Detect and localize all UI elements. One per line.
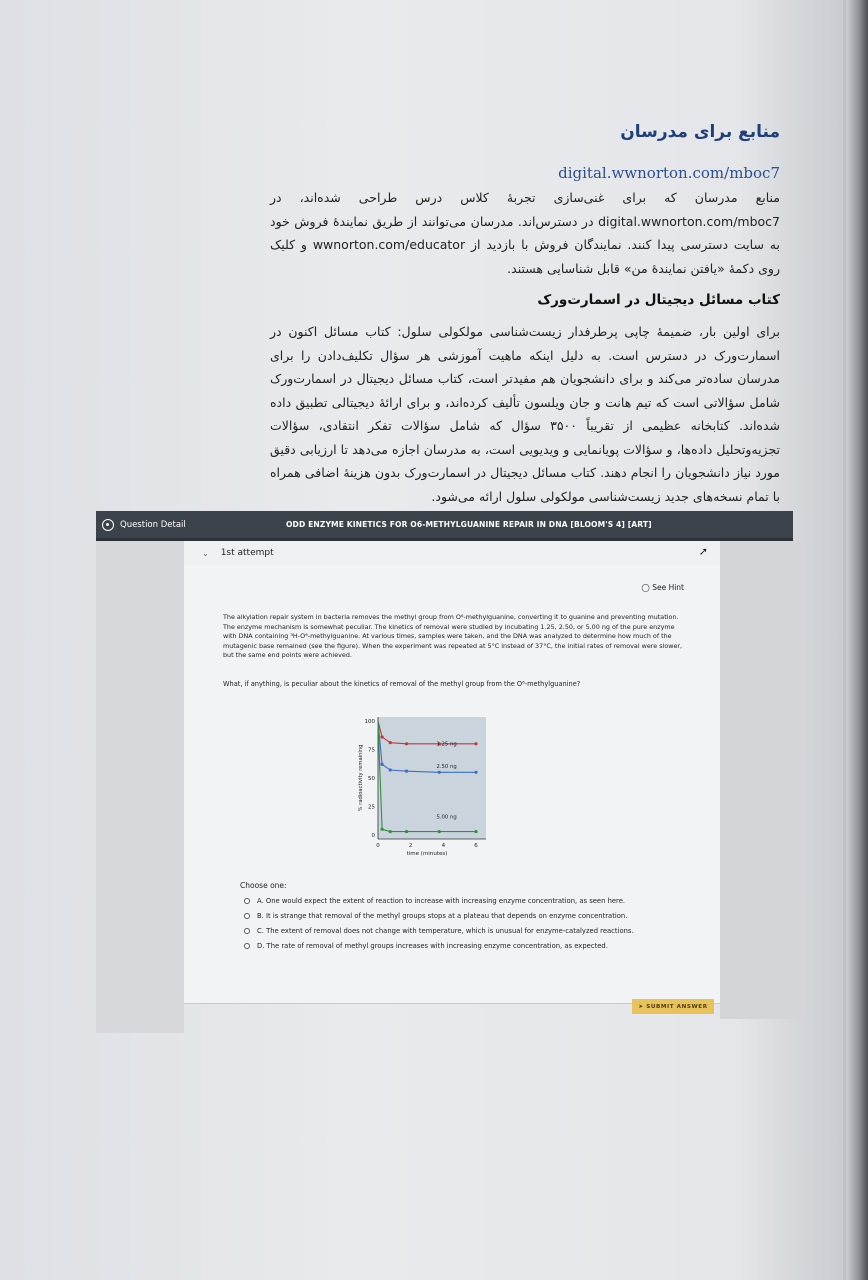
data-point xyxy=(380,735,383,738)
submit-answer-button[interactable] xyxy=(632,999,714,1014)
choice-d-label: D. The rate of removal of methyl groups increases with increasing enzyme concentration, as expected. xyxy=(257,941,608,950)
attempt-row[interactable] xyxy=(184,541,720,565)
plot-background xyxy=(378,717,486,839)
series-label: 1.25 ng xyxy=(436,741,457,748)
choice-c[interactable] xyxy=(244,923,684,938)
subheading-digital-problems-book: کتاب مسائل دیجیتال در اسمارت‌ورک xyxy=(537,292,780,308)
kinetics-chart xyxy=(340,705,530,865)
question-detail-tab[interactable] xyxy=(96,519,286,531)
data-point xyxy=(474,830,477,833)
submit-arrow-icon: ➤ xyxy=(638,1003,647,1010)
radio-button[interactable] xyxy=(244,928,250,934)
data-point xyxy=(405,742,408,745)
question-prompt: What, if anything, is peculiar about the kinetics of removal of the methyl group from the O⁶-methylguanine? xyxy=(223,680,581,688)
data-point xyxy=(474,771,477,774)
question-topbar xyxy=(96,511,793,541)
y-tick-label: 100 xyxy=(364,719,375,725)
instructor-resources-url: digital.wwnorton.com/mboc7 xyxy=(558,164,780,182)
choose-one-label: Choose one: xyxy=(240,881,287,890)
radio-button[interactable] xyxy=(244,898,250,904)
see-hint-label: See Hint xyxy=(652,583,684,592)
y-tick-label: 25 xyxy=(368,804,375,811)
choice-b-label: B. It is strange that removal of the methyl groups stops at a plateau that depends on enzyme concentration. xyxy=(257,911,628,920)
data-point xyxy=(389,768,392,771)
smartwork-screenshot xyxy=(96,511,806,1033)
x-tick-label: 6 xyxy=(474,843,478,849)
data-point xyxy=(389,830,392,833)
choice-a[interactable] xyxy=(244,893,684,908)
question-content xyxy=(184,565,720,1003)
x-tick-label: 0 xyxy=(376,843,380,849)
data-point xyxy=(438,830,441,833)
question-title: ODD ENZYME KINETICS FOR O6-METHYLGUANINE REPAIR IN DNA [BLOOM'S 4] [ART] xyxy=(286,520,652,529)
lightbulb-icon: ◯ xyxy=(641,583,650,592)
submit-answer-label: SUBMIT ANSWER xyxy=(646,1003,708,1010)
attempt-label: 1st attempt xyxy=(220,548,274,558)
x-tick-label: 4 xyxy=(441,843,446,849)
data-point xyxy=(474,742,477,745)
paragraph-instructor-resources: منابع مدرسان که برای غنی‌سازی تجربهٔ کلاس درس طراحی شده‌اند، در digital.wwnorton.com/mboc7 در دسترس‌اند. مدرسان می‌توانند از طریق نمایندهٔ فروش خود به سایت دسترسی پیدا کنند. نمایندگان فروش با بازدید از wwnorton.com/educator و کلیک روی دکمهٔ «یافتن نمایندهٔ من» قابل شناسایی هستند. xyxy=(270,190,780,276)
right-sidebar xyxy=(720,541,806,1019)
series-label: 5.00 ng xyxy=(436,814,457,821)
question-text: The alkylation repair system in bacteria removes the methyl group from O⁶-methylguanine, converting it to guanine and preventing mutation. The enzyme mechanism is somewhat peculiar. The kinetics of removal were studied by incubating 1.25, 2.50, or 5.00 ng of the pure enzyme with DNA containing ³H-O⁶-methylguanine. At various times, samples were taken, and the DNA was analyzed to determine how much of the mutagenic base remained (see the figure). When the experiment was repeated at 5°C instead of 37°C, the initial rates of removal were slower, but the same end points were achieved. xyxy=(223,613,683,659)
data-point xyxy=(380,828,383,831)
series-label: 2.50 ng xyxy=(436,764,457,771)
data-point xyxy=(405,830,408,833)
y-tick-label: 75 xyxy=(368,747,375,754)
section-title: منابع برای مدرسان xyxy=(620,122,780,142)
x-tick-label: 2 xyxy=(408,843,413,849)
data-point xyxy=(389,741,392,744)
radio-button[interactable] xyxy=(244,943,250,949)
x-axis-label: time (minutes) xyxy=(406,851,448,857)
chevron-down-icon[interactable]: ⌄ xyxy=(202,548,209,558)
choices-list xyxy=(244,893,684,953)
data-point xyxy=(380,763,383,766)
radio-button[interactable] xyxy=(244,913,250,919)
see-hint-link[interactable] xyxy=(641,583,684,592)
question-detail-label: Question Detail xyxy=(120,519,186,530)
left-sidebar xyxy=(96,541,184,1033)
y-tick-label: 50 xyxy=(368,776,375,782)
choice-a-label: A. One would expect the extent of reaction to increase with increasing enzyme concentration, as seen here. xyxy=(257,896,626,905)
y-axis-label: % radioactivity remaining xyxy=(358,744,364,812)
choice-c-label: C. The extent of removal does not change with temperature, which is unusual for enzyme-catalyzed reactions. xyxy=(257,926,634,935)
choice-b[interactable] xyxy=(244,908,684,923)
pin-icon[interactable]: ➚ xyxy=(698,545,708,558)
y-tick-label: 0 xyxy=(371,833,375,839)
data-point xyxy=(405,770,408,773)
target-icon xyxy=(102,519,114,531)
choice-d[interactable] xyxy=(244,938,684,953)
paragraph-digital-problems-book: برای اولین بار، ضمیمهٔ چاپی پرطرفدار زیست‌شناسی مولکولی سلول: کتاب مسائل اکنون در اسمارت‌ورک در دسترس است. به دلیل اینکه ماهیت آموزشی هر سؤال تکلیف‌دادن را برای مدرسان ساده‌تر می‌کند و برای دانشجویان هم مفیدتر است، کتاب مسائل دیجیتال در اسمارت‌ورک شامل سؤالاتی است که تیم هانت و جان ویلسون تألیف کرده‌اند، و برای ارائهٔ دیجیتالی تطبیق داده شده‌اند. کتابخانه عظیمی از تقریباً ۳۵۰۰ سؤال که شامل سؤالات تفکر انتقادی، سؤالات تجزیه‌وتحلیل داده‌ها، و سؤالات پویانمایی و ویدیویی است، به مدرسان اجازه می‌دهد تا ارزیابی دقیق مورد نیاز دانشجویان را انجام دهند. کتاب مسائل دیجیتال در اسمارت‌ورک بدون هزینهٔ اضافی همراه با تمام نسخه‌های جدید زیست‌شناسی مولکولی سلول ارائه می‌شود. xyxy=(270,324,781,504)
data-point xyxy=(438,771,441,774)
page-edge xyxy=(846,0,868,1280)
